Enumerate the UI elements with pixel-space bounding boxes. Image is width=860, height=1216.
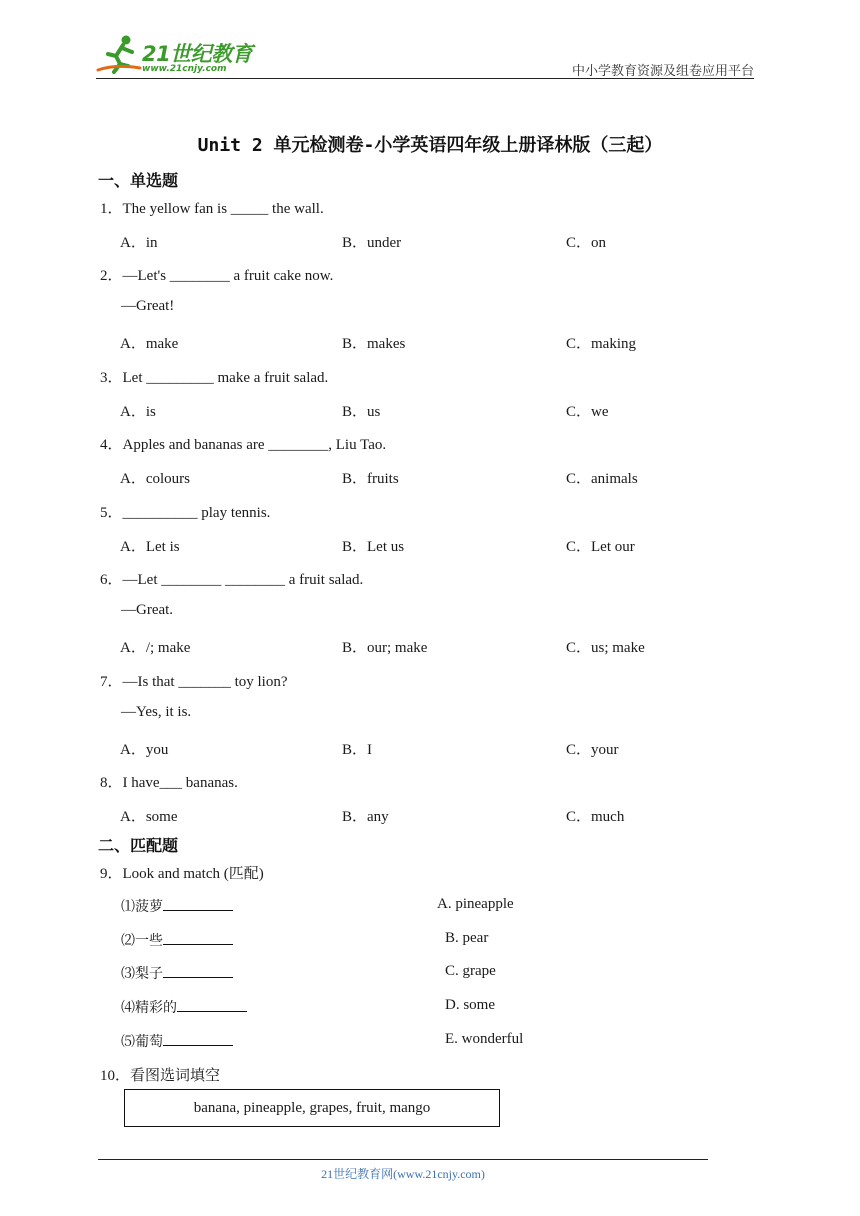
answer-blank[interactable] (163, 896, 233, 911)
section-heading-single-choice: 一、单选题 (98, 171, 179, 190)
match-left-item (121, 963, 233, 983)
question-9-stem: 9．Look and match (匹配) (100, 866, 264, 882)
match-right-item: E. wonderful (445, 1031, 524, 1047)
match-left-label: ⑸葡萄 (121, 1034, 163, 1050)
page-title: Unit 2 单元检测卷-小学英语四年级上册译林版（三起） (197, 135, 663, 156)
match-right-item: B. pear (445, 930, 489, 946)
question-5-option-c: C．Let our (566, 539, 635, 555)
match-left-item (121, 930, 233, 950)
question-6-option-a: A．/; make (120, 640, 191, 656)
match-left-label: ⑶梨子 (121, 966, 163, 982)
question-6-option-c: C．us; make (566, 640, 645, 656)
platform-name: 中小学教育资源及组卷应用平台 (571, 64, 754, 79)
answer-blank[interactable] (163, 963, 233, 978)
question-8-option-c: C．much (566, 809, 625, 825)
question-8-option-b: B．any (342, 809, 389, 825)
question-3-option-b: B．us (342, 404, 381, 420)
question-5-stem: 5．__________ play tennis. (100, 505, 271, 521)
question-4-option-a: A．colours (120, 471, 190, 487)
question-4-option-c: C．animals (566, 471, 638, 487)
match-left-label: ⑵一些 (121, 933, 163, 949)
question-2-option-c: C．making (566, 336, 636, 352)
question-7-option-a: A．you (120, 742, 169, 758)
match-right-item: C. grape (445, 963, 496, 979)
question-4-option-b: B．fruits (342, 471, 399, 487)
question-1-option-c: C．on (566, 235, 607, 251)
site-logo (96, 34, 266, 80)
question-6-option-b: B．our; make (342, 640, 428, 656)
footer-source[interactable]: 21世纪教育网(www.21cnjy.com) (321, 1167, 485, 1181)
logo-text: 21世纪教育 (142, 42, 253, 66)
match-left-item (121, 896, 233, 916)
answer-blank[interactable] (163, 1031, 233, 1046)
footer-divider (98, 1159, 708, 1160)
question-2-stem: 2．—Let's ________ a fruit cake now. (100, 268, 334, 284)
answer-blank[interactable] (177, 997, 247, 1012)
logo-url: www.21cnjy.com (142, 64, 227, 74)
match-left-item (121, 997, 247, 1017)
question-2-option-b: B．makes (342, 336, 406, 352)
runner-logo-icon (96, 34, 142, 76)
question-3-stem: 3．Let _________ make a fruit salad. (100, 370, 329, 386)
question-3-option-c: C．we (566, 404, 609, 420)
question-4-stem: 4．Apples and bananas are ________, Liu Tao. (100, 437, 387, 453)
word-bank-box: banana, pineapple, grapes, fruit, mango (124, 1089, 500, 1127)
section-heading-matching: 二、匹配题 (98, 836, 179, 855)
question-1-stem: 1．The yellow fan is _____ the wall. (100, 201, 324, 217)
question-1-option-a: A．in (120, 235, 158, 251)
question-5-option-a: A．Let is (120, 539, 180, 555)
question-8-option-a: A．some (120, 809, 178, 825)
question-1-option-b: B．under (342, 235, 402, 251)
question-2-reply: —Great! (121, 298, 175, 314)
match-right-item: D. some (445, 997, 495, 1013)
question-7-stem: 7．—Is that _______ toy lion? (100, 674, 288, 690)
question-7-option-b: B．I (342, 742, 373, 758)
question-3-option-a: A．is (120, 404, 156, 420)
question-7-option-c: C．your (566, 742, 619, 758)
match-left-label: ⑷精彩的 (121, 1000, 177, 1016)
header-divider (96, 78, 754, 79)
question-7-reply: —Yes, it is. (121, 704, 192, 720)
match-right-item: A. pineapple (437, 896, 514, 912)
question-10-stem: 10．看图选词填空 (100, 1068, 221, 1084)
question-8-stem: 8．I have___ bananas. (100, 775, 238, 791)
answer-blank[interactable] (163, 930, 233, 945)
question-6-stem: 6．—Let ________ ________ a fruit salad. (100, 572, 364, 588)
match-left-label: ⑴菠萝 (121, 899, 163, 915)
question-2-option-a: A．make (120, 336, 179, 352)
match-left-item (121, 1031, 233, 1051)
question-5-option-b: B．Let us (342, 539, 405, 555)
question-6-reply: —Great. (121, 602, 174, 618)
